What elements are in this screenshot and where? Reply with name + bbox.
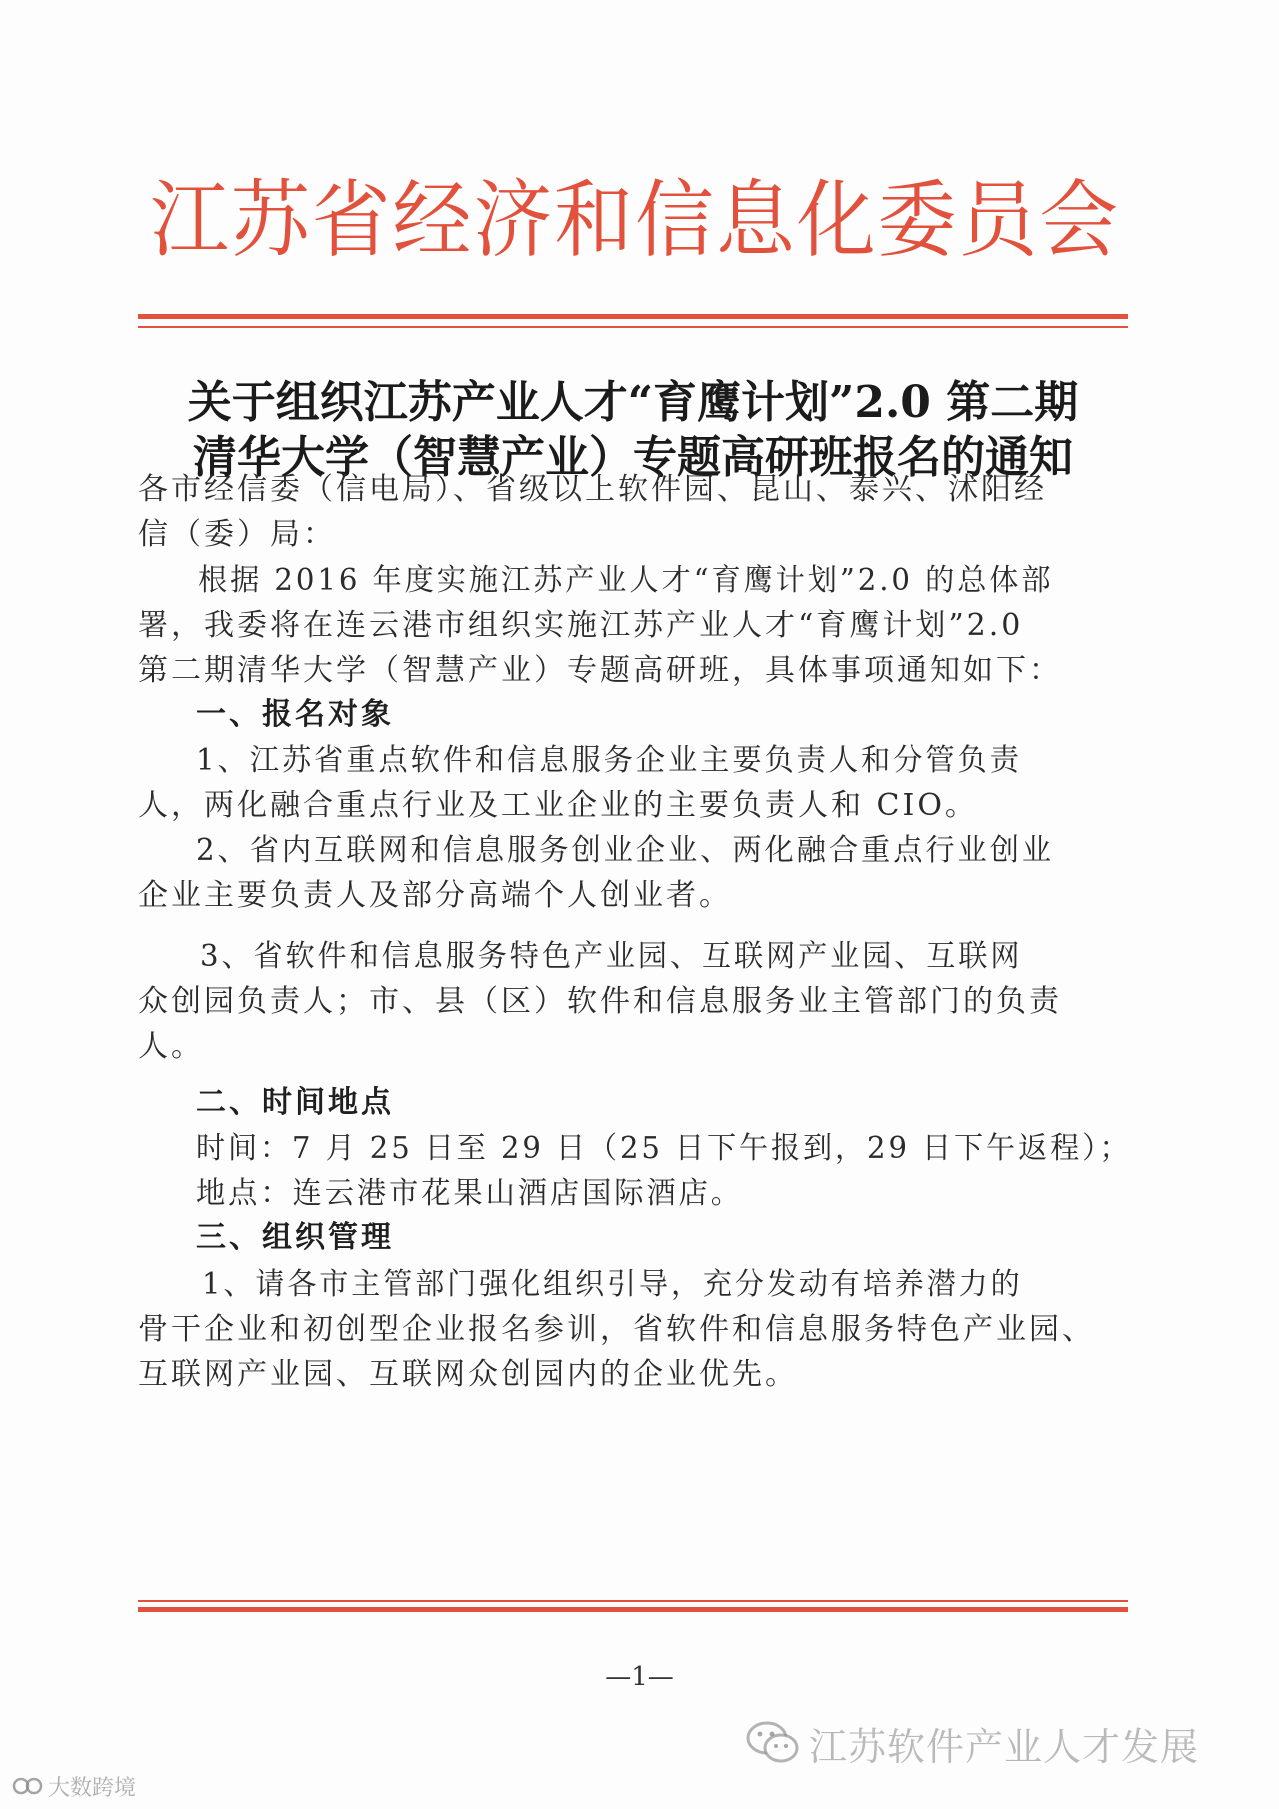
intro-line-3: 第二期清华大学（智慧产业）专题高研班，具体事项通知如下： — [138, 653, 1062, 688]
section-3-heading: 三、组织管理 — [196, 1220, 394, 1255]
addressee-line-2: 信（委）局： — [138, 517, 336, 552]
wechat-icon — [745, 1720, 801, 1766]
time-line: 时间：7 月 25 日至 29 日（25 日下午报到，29 日下午返程）； — [196, 1131, 1132, 1166]
management-line-2: 骨干企业和初创型企业报名参训，省软件和信息服务特色产业园、 — [138, 1312, 1095, 1347]
item-3-line-2: 众创园负责人；市、县（区）软件和信息服务业主管部门的负责 — [138, 984, 1062, 1019]
item-2-line-2: 企业主要负责人及部分高端个人创业者。 — [138, 878, 732, 913]
footer-divider-thin — [138, 1600, 1128, 1602]
header-divider-thin — [138, 326, 1128, 328]
intro-line-1: 根据 2016 年度实施江苏产业人才“育鹰计划”2.0 的总体部 — [198, 563, 1054, 598]
section-1-heading: 一、报名对象 — [196, 697, 394, 732]
brand-icon — [12, 1773, 44, 1799]
wechat-watermark — [745, 1718, 1199, 1768]
document-title-line-2: 清华大学（智慧产业）专题高研班报名的通知 — [193, 432, 1073, 483]
corner-logo-text: 大数跨境 — [48, 1775, 137, 1801]
item-3-line-1: 3、省软件和信息服务特色产业园、互联网产业园、互联网 — [200, 939, 1023, 974]
management-line-3: 互联网产业园、互联网众创园内的企业优先。 — [138, 1357, 798, 1392]
section-2-heading: 二、时间地点 — [196, 1085, 394, 1120]
item-3-line-3: 人。 — [138, 1029, 204, 1064]
organization-header: 江苏省经济和信息化委员会 — [150, 171, 1121, 269]
addressee-line-1: 各市经信委（信电局）、省级以上软件园、昆山、泰兴、沭阳经 — [138, 472, 1047, 507]
document-title-line-1: 关于组织江苏产业人才“育鹰计划”2.0 第二期 — [187, 377, 1079, 428]
intro-line-2: 署，我委将在连云港市组织实施江苏产业人才“育鹰计划”2.0 — [138, 608, 1024, 643]
corner-brand-logo — [12, 1770, 136, 1802]
footer-divider-thick — [138, 1607, 1128, 1612]
page-number: —1— — [605, 1662, 674, 1692]
item-2-line-1: 2、省内互联网和信息服务创业企业、两化融合重点行业创业 — [196, 833, 1055, 868]
header-divider-thick — [138, 314, 1128, 319]
watermark-text: 江苏软件产业人才发展 — [809, 1724, 1200, 1769]
item-1-line-2: 人，两化融合重点行业及工业企业的主要负责人和 CIO。 — [138, 788, 978, 823]
item-1-line-1: 1、江苏省重点软件和信息服务企业主要负责人和分管负责 — [196, 743, 1022, 778]
management-line-1: 1、请各市主管部门强化组织引导，充分发动有培养潜力的 — [202, 1267, 1023, 1302]
place-line: 地点：连云港市花果山酒店国际酒店。 — [196, 1176, 743, 1211]
